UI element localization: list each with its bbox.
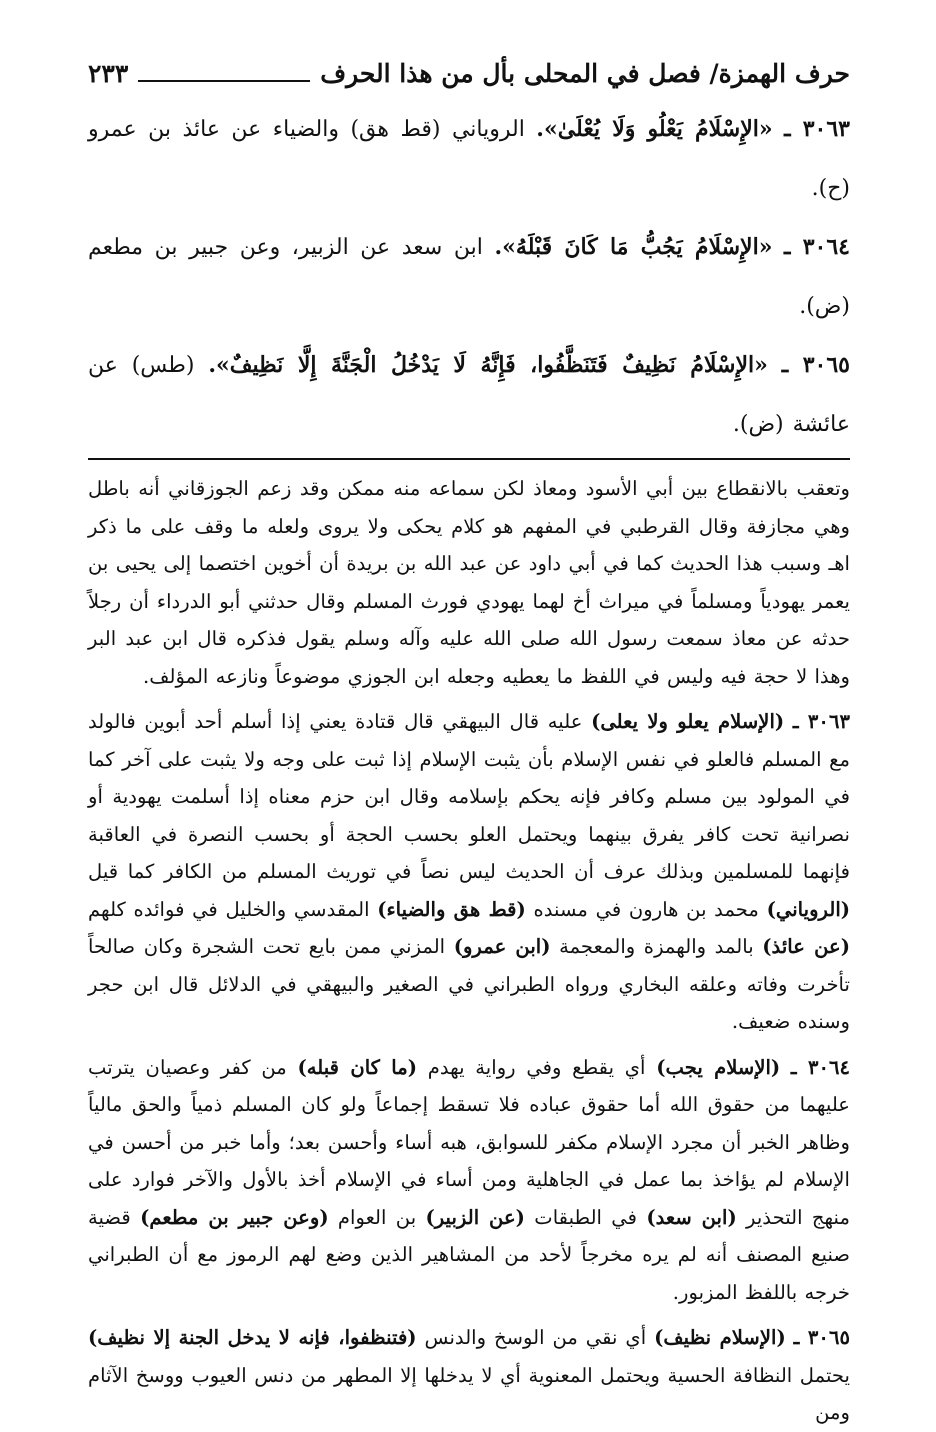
hadith-matn: «الإِسْلَامُ يَعْلُو وَلَا يُعْلَىٰ». xyxy=(536,116,773,142)
commentary-text: قضية صنيع المصنف أنه لم يره مخرجاً لأحد من المشاهير الذين وضع لهم الرموز مع أن الطبراني خرجه باللفظ المزبور. xyxy=(88,1205,850,1304)
commentary-intro: وتعقب بالانقطاع بين أبي الأسود ومعاذ لكن سماعه منه ممكن وقد زعم الجوزقاني أنه باطل وهي مجازفة وقال القرطبي في المفهم هو كلام يحكى ولا يروى ولعله ما وقف على ما ذكر اهـ وسبب هذا الحديث كما في أبي داود عن عبد الله بن بريدة أن أخوين اختصما إلى يحيى بن يعمر يهودياً ومسلماً في ميراث أخ لهما يهودي فورث المسلم وقال حدثني أبو الدرداء أن رجلاً حدثه عن معاذ سمعت رسول الله صلى الله عليه وآله وسلم يقول فذكره قال ابن عبد البر وهذا لا حجة فيه وليس في اللفظ ما يعطيه وجعله ابن الجوزي موضوعاً ونازعه المؤلف. xyxy=(88,477,850,688)
commentary-text: عليه قال البيهقي قال قتادة يعني إذا أسلم أحد أبوين فالولد مع المسلم فالعلو في نفس الإسلام بأن يثبت الإسلام إذا ثبت على وجه ولا يثبت على آخر كما في المولود بين مسلم وكافر فإنه يحكم بإسلامه وقال ابن حزم معناه إذا أسلمت يهودية أو نصرانية تحت كافر يفرق بينهما ويحتمل العلو بحسب الحجة أو بحسب النصرة في العاقبة فإنهما للمسلمين وبذلك عرف أن الحديث ليس نصاً في توريث المسلم من الكافر كما قيل xyxy=(88,710,850,883)
hadith-source: الروياني (قط هق) والضياء عن عائذ بن عمرو (ح). xyxy=(88,117,850,201)
hadith-3065 xyxy=(88,336,850,454)
hadith-3064 xyxy=(88,218,850,336)
bold-phrase: (عن عائذ) xyxy=(762,935,850,958)
commentary-text: يحتمل النظافة الحسية ويحتمل المعنوية أي لا يدخلها إلا المطهر من دنس العيوب ووسخ الآثام ومن xyxy=(88,1363,850,1424)
hadith-matn: «الإِسْلَامُ يَجُبُّ مَا كَانَ قَبْلَهُ». xyxy=(494,234,773,260)
bold-phrase: (عن الزبير) xyxy=(425,1205,525,1229)
commentary-text: محمد بن هارون في مسنده xyxy=(533,897,759,921)
header-rule xyxy=(138,80,310,82)
hadith-3063 xyxy=(88,100,850,218)
commentary-text: من كفر وعصيان يترتب عليهما من حقوق الله أما حقوق عباده فلا تسقط إجماعاً ولو كان المسلم ذمياً والحق مالياً وظاهر الخبر أن مجرد الإسلام مكفر للسوابق، هبه أساء وأحسن بعد؛ وأما خبر من أحسن في الإسلام لم يؤاخذ بما عمل في الجاهلية ومن أساء في الإسلام أخذ بالأول والآخر فوارد على منهج التحذير xyxy=(88,1055,850,1229)
section-divider xyxy=(88,458,850,460)
bold-phrase: (ابن سعد) xyxy=(646,1205,737,1229)
running-header xyxy=(88,50,850,94)
chapter-title: حرف الهمزة/ فصل في المحلى بأل من هذا الحرف xyxy=(320,59,850,88)
hadith-number: ٣٠٦٤ ـ xyxy=(784,234,850,260)
page-number: ٢٣٣ xyxy=(88,59,129,88)
commentary-text: بن العوام xyxy=(337,1205,417,1229)
commentary-text: المزني ممن بايع تحت الشجرة وكان صالحاً تأخرت وفاته وعلقه البخاري ورواه الطبراني في الصغير والبيهقي في الدلائل قال ابن حجر وسنده ضعيف. xyxy=(88,935,850,1033)
commentary-3065 xyxy=(88,1319,850,1432)
bold-phrase: (الإسلام نظيف) xyxy=(654,1326,786,1349)
commentary-3063 xyxy=(88,703,850,1041)
commentary-text: بالمد والهمزة والمعجمة xyxy=(559,935,754,958)
hadith-source: ابن سعد عن الزبير، وعن جبير بن مطعم (ض). xyxy=(88,235,850,319)
bold-phrase: (وعن جبير بن مطعم) xyxy=(140,1205,329,1229)
commentary-text: في الطبقات xyxy=(534,1205,637,1229)
hadith-number: ٣٠٦٥ ـ xyxy=(781,352,850,378)
bold-phrase: (الإسلام يجب) xyxy=(656,1055,781,1079)
book-page xyxy=(88,50,851,1424)
hadith-list xyxy=(88,100,850,454)
bold-phrase: (الإسلام يعلو ولا يعلى) xyxy=(591,710,785,733)
bold-phrase: (فتنظفوا، فإنه لا يدخل الجنة إلا نظيف) xyxy=(88,1326,417,1349)
bold-phrase: (الروياني) xyxy=(766,897,851,921)
commentary-number: ٣٠٦٣ ـ xyxy=(792,710,851,733)
bold-phrase: (ما كان قبله) xyxy=(297,1055,418,1079)
commentary-text: المقدسي والخليل في فوائده كلهم xyxy=(88,897,370,921)
commentary xyxy=(88,470,850,1432)
commentary-text: أي يقطع وفي رواية يهدم xyxy=(427,1055,646,1079)
bold-phrase: (قط هق والضياء) xyxy=(377,897,526,921)
hadith-number: ٣٠٦٣ ـ xyxy=(784,116,850,142)
hadith-matn: «الإِسْلَامُ نَظِيفٌ فَتَنَظَّفُوا، فَإِنَّهُ لَا يَدْخُلُ الْجَنَّةَ إِلَّا نَظِيفٌ». xyxy=(208,352,768,378)
commentary-number: ٣٠٦٤ ـ xyxy=(790,1055,851,1079)
bold-phrase: (ابن عمرو) xyxy=(453,935,551,958)
commentary-number: ٣٠٦٥ ـ xyxy=(793,1326,850,1349)
commentary-3064 xyxy=(88,1049,850,1312)
hadith-source: (طس) عن عائشة (ض). xyxy=(88,353,850,437)
commentary-text: أي نقي من الوسخ والدنس xyxy=(424,1326,647,1349)
